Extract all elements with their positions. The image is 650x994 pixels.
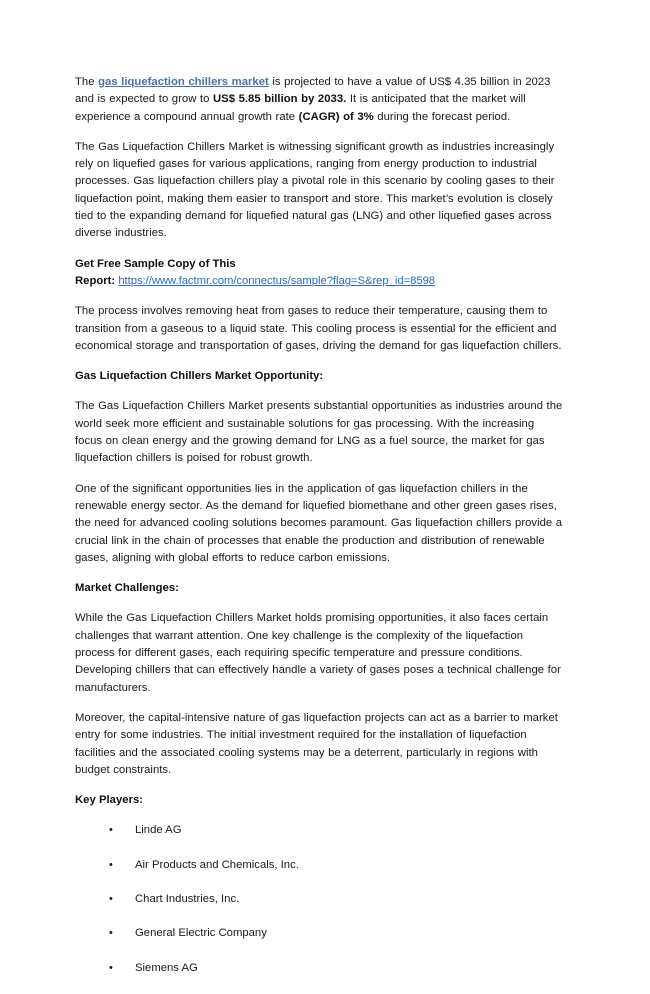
- list-item: [75, 822, 563, 839]
- key-players-list: [75, 822, 563, 976]
- list-item: [75, 960, 563, 977]
- capital-intensity-paragraph: Moreover, the capital-intensive nature of gas liquefaction projects can act as a barrier to market entry for some industries. The initial investment required for the installation of liquefaction facilities and the associated cooling systems may be a deterrent, particularly in regions with budget constraints.: [75, 711, 558, 776]
- key-player-name: General Electric Company: [135, 927, 267, 940]
- sample-cta-line2: Report:: [75, 274, 116, 287]
- intro-forecast-value: US$ 5.85 billion by 2033.: [212, 93, 347, 106]
- intro-tail: during the forecast period.: [373, 110, 511, 123]
- intro-middle: It is anticipated that the market will experience a compound annual growth rate: [75, 93, 526, 123]
- intro-cagr-value: (CAGR) of 3%: [298, 110, 374, 123]
- list-item: [75, 891, 563, 908]
- document-body: [75, 74, 563, 994]
- heading-market-opportunity: Gas Liquefaction Chillers Market Opportunity:: [75, 370, 324, 383]
- key-player-name: Linde AG: [135, 824, 182, 837]
- bullet-icon: •: [109, 927, 113, 940]
- intro-after-link: is projected to have a value of US$ 4.35 billion in 2023 and is expected to grow to: [75, 76, 551, 106]
- bullet-icon: •: [109, 824, 113, 837]
- heading-key-players: Key Players:: [75, 794, 144, 807]
- key-player-name: Chart Industries, Inc.: [135, 892, 240, 905]
- challenges-paragraph: While the Gas Liquefaction Chillers Market holds promising opportunities, it also faces certain challenges that warrant attention. One key challenge is the complexity of the liquefaction process for different gases, each requiring specific temperature and pressure conditions. Developing chillers that can effectively handle a variety of gases poses a technical challenge for manufacturers.: [75, 612, 561, 694]
- key-player-name: Air Products and Chemicals, Inc.: [135, 858, 299, 871]
- list-item: [75, 857, 563, 874]
- market-report-link[interactable]: gas liquefaction chillers market: [98, 76, 269, 88]
- renewable-energy-paragraph: One of the significant opportunities lies in the application of gas liquefaction chillers in the renewable energy sector. As the demand for liquefied biomethane and other green gases rises, the need for advanced cooling solutions becomes paramount. Gas liquefaction chillers provide a crucial link in the chain of processes that enable the production and distribution of renewable gases, aligning with global efforts to reduce carbon emissions.: [75, 482, 563, 564]
- overview-paragraph: The Gas Liquefaction Chillers Market is witnessing significant growth as industries increasingly rely on liquefied gases for various applications, ranging from energy production to industrial processes. Gas liquefaction chillers play a pivotal role in this scenario by cooling gases to their liquefaction point, making them easier to transport and store. This market’s evolution is closely tied to the expanding demand for liquefied natural gas (LNG) and other liquefied gases across diverse industries.: [75, 140, 555, 240]
- bullet-icon: •: [109, 858, 113, 871]
- intro-before-link: The: [75, 76, 99, 88]
- process-paragraph: The process involves removing heat from gases to reduce their temperature, causing them to transition from a gaseous to a liquid state. This cooling process is essential for the efficient and economical storage and transportation of gases, driving the demand for gas liquefaction chillers.: [75, 305, 562, 352]
- heading-market-challenges: Market Challenges:: [75, 582, 179, 595]
- sample-copy-cta: [75, 256, 563, 291]
- list-item: [75, 925, 563, 942]
- bullet-icon: •: [109, 961, 113, 974]
- sample-cta-line1: Get Free Sample Copy of This: [75, 257, 236, 270]
- key-player-name: Siemens AG: [135, 961, 198, 974]
- bullet-icon: •: [109, 892, 113, 905]
- sample-report-url-link[interactable]: https://www.factmr.com/connectus/sample?flag=S&rep_id=8598: [118, 274, 436, 287]
- opportunity-paragraph: The Gas Liquefaction Chillers Market presents substantial opportunities as industries around the world seek more efficient and sustainable solutions for gas processing. With the increasing focus on clean energy and the growing demand for LNG as a fuel source, the market for gas liquefaction chillers is poised for robust growth.: [75, 400, 563, 465]
- intro-paragraph: [75, 74, 563, 126]
